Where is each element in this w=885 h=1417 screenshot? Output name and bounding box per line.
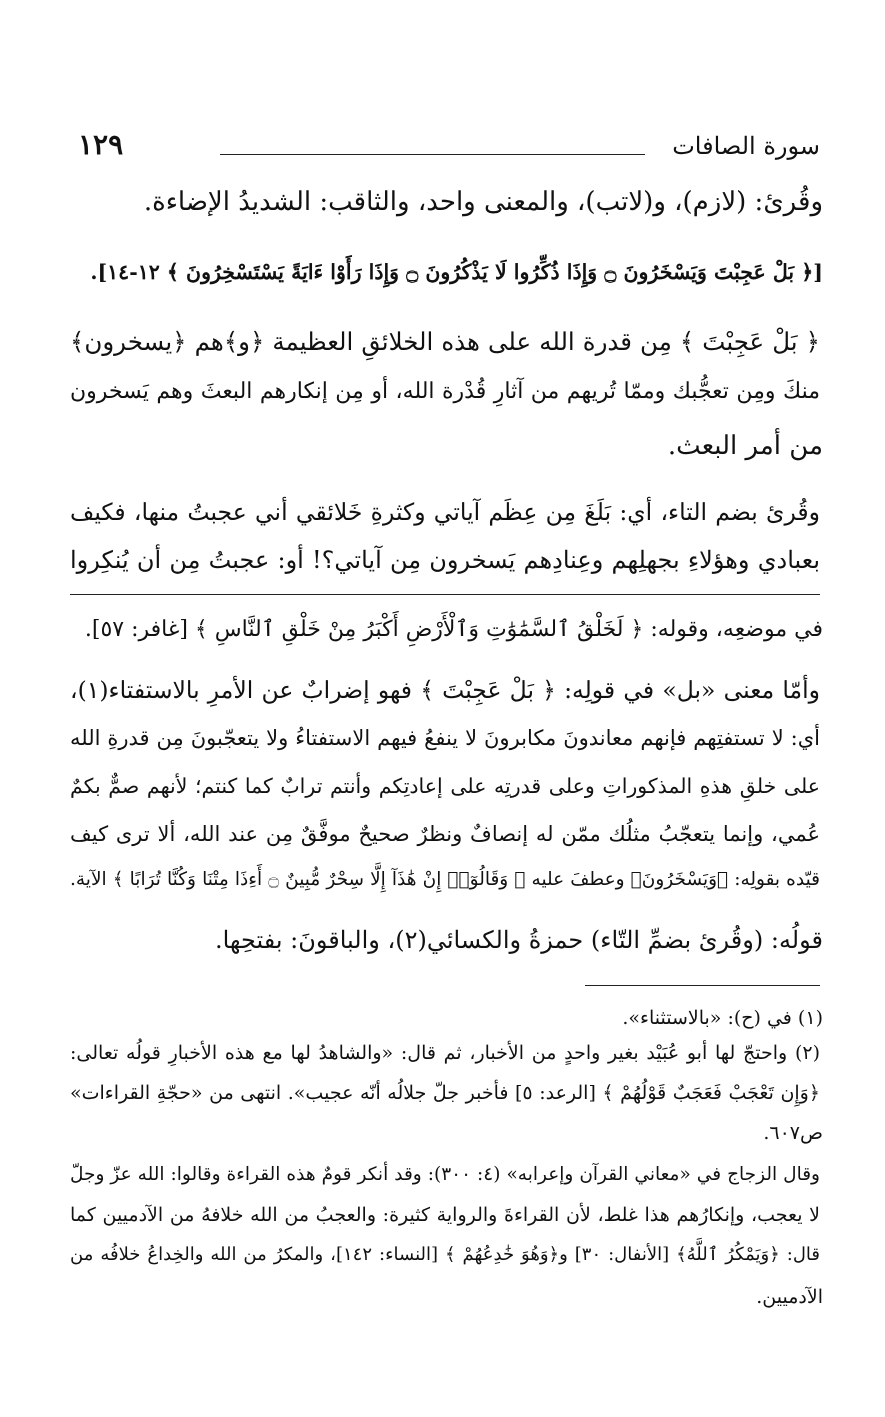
footnote-line: الآدميين. [756,1286,823,1308]
page-number: ١٢٩ [78,128,124,161]
text-line: في موضعِه، وقوله: ﴿ لَخَلْقُ ٱلسَّمَٰوَٰتِ وَٱلْأَرْضِ أَكْبَرُ مِنْ خَلْقِ ٱلنَّاسِ ﴾ [غافر: ٥٧]. [84,617,823,642]
text-line: قيّده بقولِه: ﴿وَيَسْخَرُونَ﴾ وعطفَ عليه ﴿ وَقَالُوٓا۟ إِنْ هَٰذَآ إِلَّا سِحْرٌ مُّبِينٌ ۝ أَءِذَا مِتْنَا وَكُنَّا تُرَابًا ﴾ الآية. [70,869,820,890]
text-line: ﴿ بَلْ عَجِبْتَ ﴾ مِن قدرة الله على هذه الخلائقِ العظيمة ﴿و﴾هم ﴿يسخرون﴾ [70,327,820,356]
footnote-line: ﴿وَإِن تَعْجَبْ فَعَجَبٌ قَوْلُهُمْ ﴾ [الرعد: ٥] فأخبر جلّ جلالُه أنّه عجيب». انتهى من «حجّةِ القراءات» [70,1082,820,1104]
text-line: بعبادي وهؤلاءِ بجهلِهم وعِنادِهم يَسخرون مِن آياتي؟! أو: عجبتُ مِن أن يُنكِروا [70,546,821,574]
footnote-line: وقال الزجاج في «معاني القرآن وإعرابه» (٤: ٣٠٠): وقد أنكر قومٌ هذه القراءة وقالوا: الله عزّ وجلّ [70,1164,820,1185]
footnote-line: قال: ﴿وَيَمْكُرُ ٱللَّهُ﴾ [الأنفال: ٣٠] و﴿وَهُوَ خَٰدِعُهُمْ ﴾ [النساء: ١٤٢]، والمكرُ من الله والخِداعُ خلافُه من [70,1244,820,1265]
text-line: عُمي، وإنما يتعجّبُ مثلُك ممّن له إنصافٌ ونظرٌ صحيحٌ موفَّقٌ مِن عند الله، ألا ترى كيف [70,822,820,846]
text-line: وأمّا معنى «بل» في قولِه: ﴿ بَلْ عَجِبْتَ ﴾ فهو إضرابٌ عن الأمرِ بالاستفتاء(١)، [70,676,820,704]
text-line: من أمر البعث. [667,431,823,461]
footnote-line: (١) في (ح): «بالاستثناء». [622,1007,823,1029]
footnote-line: (٢) واحتجّ لها أبو عُبَيْد بغير واحدٍ من الأخبار، ثم قال: «والشاهدُ لها مع هذه الأخبارِ قولُه تعالى: [70,1042,820,1064]
verse-line: [﴿ بَلْ عَجِبْتَ وَيَسْخَرُونَ ۝ وَإِذَا ذُكِّرُوا لَا يَذْكُرُونَ ۝ وَإِذَا رَأَوْا ءَايَةً يَسْتَسْخِرُونَ ﴾ ١٢-١٤]. [90,260,823,284]
footnote-rule [585,985,820,986]
text-line: وقُرئ بضم التاء، أي: بَلَغَ مِن عِظَم آياتي وكثرةِ خَلائقي أني عجبتُ منها، فكيف [70,498,820,526]
running-title: سورة الصافات [672,132,820,160]
text-line: أي: لا تستفتِهم فإنهم معاندونَ مكابرونَ لا ينفعُ فيهم الاستفتاءُ ولا يتعجّبونَ مِن قدرةِ الله [70,726,820,750]
header-rule [220,154,645,155]
page-header [70,128,820,168]
text-line: منكَ ومِن تعجُّبك وممّا تُريهم من آثارِ قُدْرة الله، أو مِن إنكارهم البعثَ وهم يَسخرون [70,379,820,404]
footnote-line: لا يعجب، وإنكارُهم هذا غلط، لأن القراءةَ والرواية كثيرة: والعجبُ من الله خلافهُ من الآدميين كما [70,1204,820,1226]
text-line: قولُه: (وقُرئ بضمِّ التّاء) حمزةُ والكسائي(٢)، والباقونَ: بفتحِها. [214,926,823,954]
footnote-line: ص٦٠٧. [763,1122,823,1144]
text-line: وقُرئ: (لازم)، و(لاتب)، والمعنى واحد، والثاقب: الشديدُ الإضاءة. [143,187,823,217]
section-divider [70,594,820,595]
text-line: على خلقِ هذهِ المذكوراتِ وعلى قدرتِه على إعادتِكم وأنتم ترابٌ كما كنتم؛ لأنهم صمٌّ بكمٌ [70,774,820,798]
